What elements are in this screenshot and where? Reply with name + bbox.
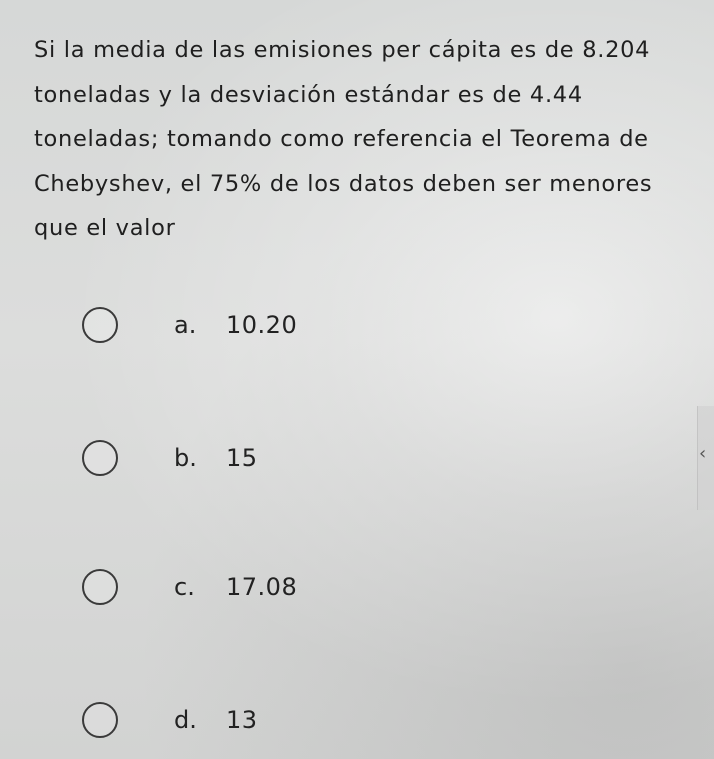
- option-a-letter: a.: [174, 311, 197, 339]
- option-b-letter: b.: [174, 444, 197, 472]
- option-a-value: 10.20: [226, 311, 298, 339]
- option-b-value: 15: [226, 444, 258, 472]
- radio-button-c[interactable]: [82, 569, 118, 605]
- option-d-letter: d.: [174, 706, 197, 734]
- chevron-left-icon: ‹: [699, 443, 707, 464]
- option-b[interactable]: [78, 438, 338, 482]
- option-c-letter: c.: [174, 573, 195, 601]
- option-d-value: 13: [226, 706, 258, 734]
- option-a[interactable]: [78, 305, 338, 349]
- side-panel-toggle[interactable]: [697, 406, 714, 510]
- option-d[interactable]: [78, 700, 338, 744]
- question-text: Si la media de las emisiones per cápita es de 8.204 toneladas y la desviación estándar es de 4.44 toneladas; tomando como referencia el Teorema de Chebyshev, el 75% de los datos deben ser menores que el valor: [34, 37, 653, 242]
- radio-button-a[interactable]: [82, 307, 118, 343]
- option-c-value: 17.08: [226, 573, 298, 601]
- option-c[interactable]: [78, 567, 338, 611]
- radio-button-d[interactable]: [82, 702, 118, 738]
- radio-button-b[interactable]: [82, 440, 118, 476]
